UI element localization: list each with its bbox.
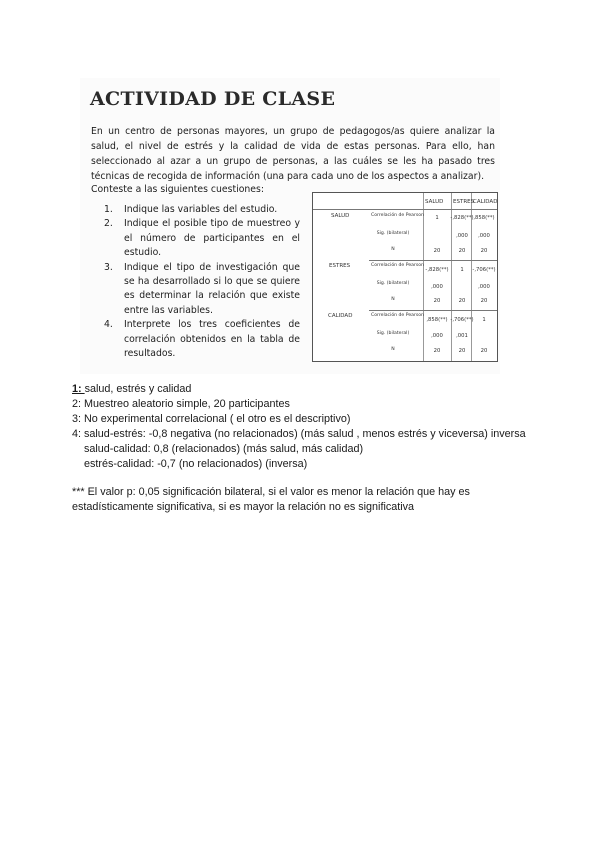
table-cell: ,001 — [456, 333, 468, 339]
question-number: 2. — [104, 218, 113, 230]
question-text: Indique el posible tipo de muestreo y el número de participantes en el estudio. — [124, 218, 300, 259]
question-number: 4. — [104, 319, 113, 331]
intro-paragraph: En un centro de personas mayores, un grupo de pedagogos/as quiere analizar la salud, el nivel de estrés y la calidad de vida de estas personas. Para ello, han seleccionado al azar a un grupo de personas, a las cuáles se les ha pasado tres técnicas de recogida de información (una para cada uno de los aspectos a analizar). — [91, 126, 495, 182]
table-cell: ,858(**) — [473, 215, 495, 221]
stat-label: N — [391, 247, 395, 252]
page-title: ACTIVIDAD DE CLASE — [90, 88, 336, 110]
correlation-table — [312, 192, 498, 362]
question-text: Interprete los tres coeficientes de correlación obtenidos en la tabla de resultados. — [124, 319, 300, 360]
table-cell: 20 — [480, 348, 488, 354]
table-cell: ,000 — [478, 233, 490, 239]
row-label-calidad: CALIDAD — [328, 313, 353, 319]
table-cell: ,858(**) — [426, 317, 448, 323]
question-number: 1. — [104, 204, 113, 215]
question-item — [104, 203, 300, 217]
table-cell: 20 — [458, 348, 466, 354]
answer-1 — [72, 382, 542, 397]
stat-label: N — [391, 297, 395, 302]
table-cell: ,000 — [478, 284, 490, 290]
table-cell: -,828(**) — [425, 267, 449, 273]
answer-2: 2: Muestreo aleatorio simple, 20 participantes — [72, 398, 290, 410]
table-cell: -,706(**) — [472, 267, 496, 273]
table-cell: -,706(**) — [450, 317, 474, 323]
table-divider — [369, 260, 497, 261]
answer-4: 4: salud-estrés: -0,8 negativa (no relacionados) (más salud , menos estrés y viceversa) inversa — [72, 428, 526, 440]
stat-label: Correlación de Pearson — [371, 213, 424, 218]
table-cell: 20 — [480, 248, 488, 254]
row-label-estres: ESTRES — [329, 263, 351, 269]
table-cell: 20 — [433, 248, 441, 254]
p-value-note: *** El valor p: 0,05 significación bilateral, si el valor es menor la relación que hay es estadísticamente significativa, si es mayor la relación no es significativa — [72, 486, 470, 513]
stat-label: Sig. (bilateral) — [376, 281, 410, 286]
stat-label: Sig. (bilateral) — [376, 331, 410, 336]
question-item — [104, 261, 300, 319]
row-label-salud: SALUD — [331, 213, 350, 219]
table-cell: 1 — [482, 317, 486, 323]
answer-4-salud-calidad: salud-calidad: 0,8 (relacionados) (más salud, más calidad) — [84, 443, 364, 455]
table-divider — [313, 209, 497, 210]
table-divider — [369, 310, 497, 311]
table-cell: ,000 — [456, 233, 468, 239]
answer-4-estres-calidad: estrés-calidad: -0,7 (no relacionados) (inversa) — [84, 458, 308, 470]
table-cell: 20 — [433, 348, 441, 354]
col-header-estres: ESTRES — [453, 199, 475, 205]
col-header-calidad: CALIDAD — [473, 199, 498, 205]
question-item — [104, 217, 300, 260]
col-header-salud: SALUD — [425, 199, 444, 205]
table-cell: 20 — [480, 298, 488, 304]
stat-label: Correlación de Pearson — [371, 313, 424, 318]
table-cell: 20 — [458, 248, 466, 254]
question-number: 3. — [104, 261, 113, 273]
stat-label: Sig. (bilateral) — [376, 231, 410, 236]
questions-list — [104, 203, 300, 361]
table-cell: 20 — [433, 298, 441, 304]
answer-1-text: salud, estrés y calidad — [84, 383, 192, 395]
table-cell: -,828(**) — [450, 215, 474, 221]
question-text: Indique el tipo de investigación que se ha desarrollado si lo que se quiere es determinar la relación que existe entre las variables. — [124, 261, 300, 316]
table-cell: 20 — [458, 298, 466, 304]
answers-section — [72, 382, 542, 515]
answer-1-label: 1: — [72, 383, 85, 395]
question-item — [104, 318, 300, 361]
table-cell: ,000 — [431, 284, 443, 290]
instruction-text: Conteste a las siguientes cuestiones: — [91, 184, 264, 195]
table-cell: 1 — [460, 267, 464, 273]
stat-label: N — [391, 347, 395, 352]
table-cell: 1 — [435, 215, 439, 221]
table-cell: ,000 — [431, 333, 443, 339]
question-text: Indique las variables del estudio. — [124, 204, 278, 215]
spacer — [72, 472, 542, 485]
stat-label: Correlación de Pearson — [371, 263, 424, 268]
answer-3: 3: No experimental correlacional ( el otro es el descriptivo) — [72, 413, 351, 425]
